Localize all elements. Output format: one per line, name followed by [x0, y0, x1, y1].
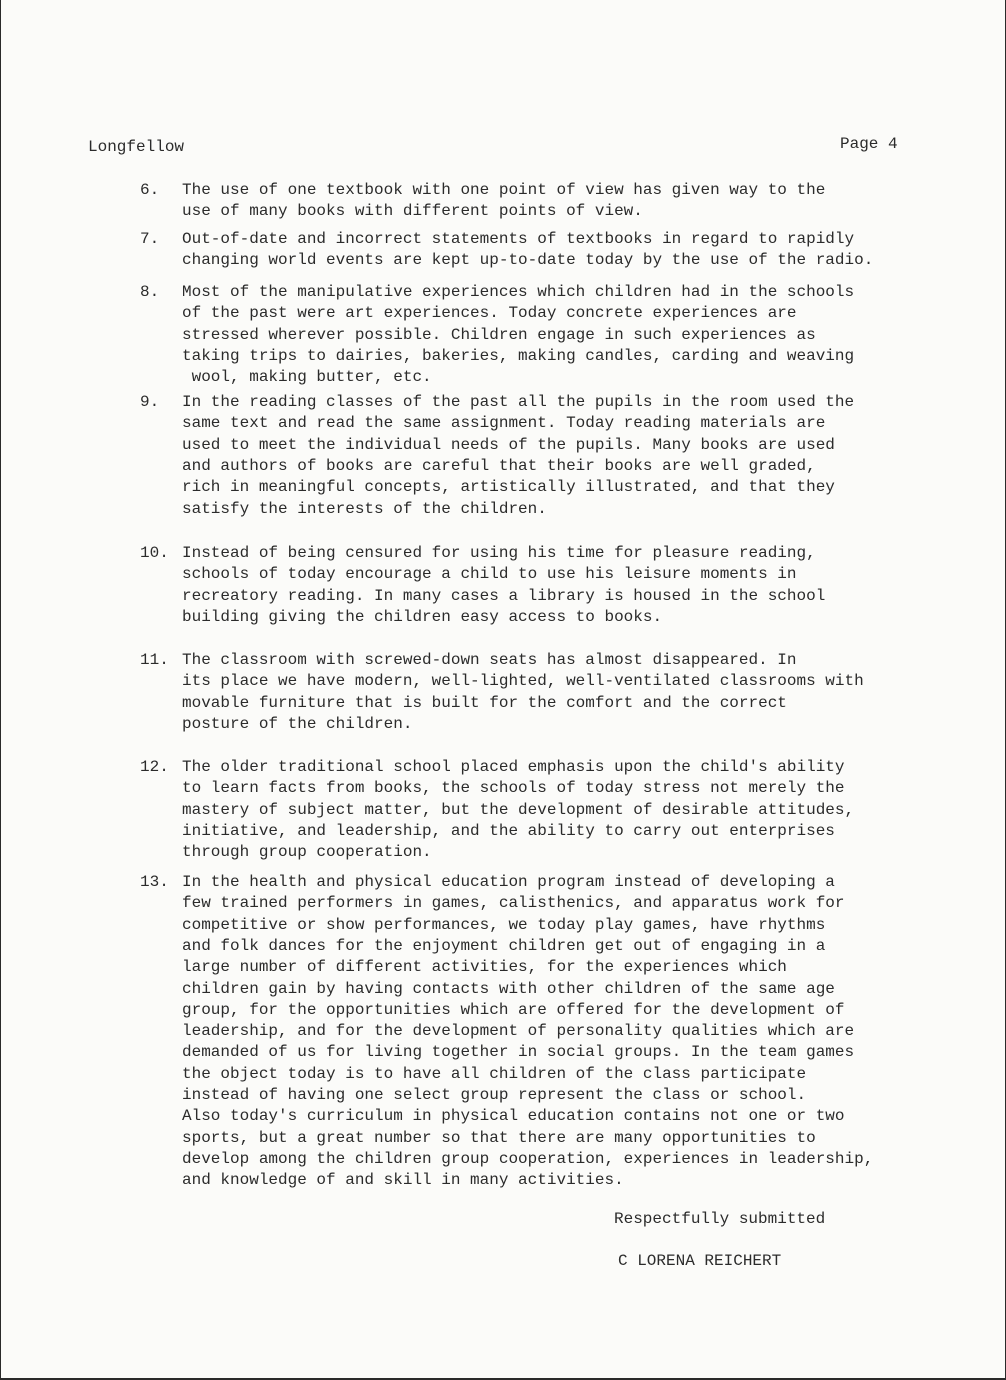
- item-text-line: movable furniture that is built for the comfort and the correct: [182, 693, 787, 712]
- item-text-line: schools of today encourage a child to use his leisure moments in: [182, 565, 797, 584]
- item-text-line: use of many books with different points of view.: [182, 202, 643, 221]
- item-text-line: children gain by having contacts with other children of the same age: [182, 979, 835, 998]
- closing-line: Respectfully submitted: [614, 1210, 826, 1228]
- item-text-line: wool, making butter, etc.: [182, 368, 432, 387]
- item-text-line: the object today is to have all children of the class participate: [182, 1064, 807, 1083]
- item-text-line: satisfy the interests of the children.: [182, 499, 547, 518]
- item-text-line: sports, but a great number so that there are many opportunities to: [182, 1128, 816, 1147]
- item-text-line: of the past were art experiences. Today concrete experiences are: [182, 304, 797, 323]
- item-text-line: instead of having one select group represent the class or school.: [182, 1086, 807, 1104]
- item-text-line: initiative, and leadership, and the ability to carry out enterprises: [182, 821, 835, 840]
- item-text-line: posture of the children.: [182, 714, 413, 733]
- item-text-line: stressed wherever possible. Children engage in such experiences as: [182, 325, 816, 344]
- item-text-line: The use of one textbook with one point of view has given way to the: [182, 181, 826, 199]
- item-text-line: demanded of us for living together in social groups. In the team games: [182, 1043, 855, 1062]
- item-text-line: Out-of-date and incorrect statements of textbooks in regard to rapidly: [182, 230, 855, 248]
- item-text-line: leadership, and for the development of personality qualities which are: [182, 1022, 855, 1041]
- item-text-line: few trained performers in games, calisthenics, and apparatus work for: [182, 894, 845, 913]
- item-text-line: competitive or show performances, we today play games, have rhythms: [182, 915, 826, 934]
- item-text-line: and authors of books are careful that their books are well graded,: [182, 456, 816, 475]
- item-text-line: its place we have modern, well-lighted, well-ventilated classrooms with: [182, 672, 864, 691]
- item-number: 13.: [140, 873, 169, 891]
- item-text-line: large number of different activities, for the experiences which: [182, 958, 787, 977]
- item-text-line: mastery of subject matter, but the development of desirable attitudes,: [182, 800, 855, 819]
- item-number: 11.: [140, 651, 169, 669]
- item-text-line: taking trips to dairies, bakeries, making candles, carding and weaving: [182, 346, 855, 365]
- item-number: 8.: [140, 283, 160, 301]
- item-number: 12.: [140, 758, 169, 776]
- item-text-line: group, for the opportunities which are offered for the development of: [182, 1000, 845, 1019]
- item-text-line: building giving the children easy access to books.: [182, 607, 663, 626]
- item-text-line: to learn facts from books, the schools of today stress not merely the: [182, 779, 845, 798]
- item-text-line: In the health and physical education program instead of developing a: [182, 873, 835, 891]
- item-text-line: through group cooperation.: [182, 843, 432, 862]
- item-text-line: and folk dances for the enjoyment children get out of engaging in a: [182, 936, 826, 955]
- item-text-line: Instead of being censured for using his time for pleasure reading,: [182, 544, 816, 562]
- scan-left-edge: [0, 0, 1, 1380]
- item-number: 7.: [140, 230, 160, 248]
- item-number: 10.: [140, 544, 169, 562]
- signature-name: C LORENA REICHERT: [618, 1252, 782, 1270]
- item-text-line: In the reading classes of the past all the pupils in the room used the: [182, 393, 855, 411]
- item-text-line: Also today's curriculum in physical education contains not one or two: [182, 1107, 845, 1126]
- item-text-line: develop among the children group cooperation, experiences in leadership,: [182, 1149, 874, 1168]
- item-text-line: recreatory reading. In many cases a library is housed in the school: [182, 586, 826, 605]
- item-text-line: changing world events are kept up-to-date today by the use of the radio.: [182, 251, 874, 270]
- document-header-title: Longfellow: [88, 138, 185, 156]
- item-text-line: and knowledge of and skill in many activities.: [182, 1171, 624, 1190]
- item-number: 9.: [140, 393, 160, 411]
- item-text-line: rich in meaningful concepts, artistically illustrated, and that they: [182, 478, 835, 497]
- item-text-line: used to meet the individual needs of the pupils. Many books are used: [182, 435, 835, 454]
- item-text-line: same text and read the same assignment. Today reading materials are: [182, 414, 826, 433]
- item-number: 6.: [140, 181, 160, 199]
- page-number: Page 4: [840, 135, 898, 153]
- item-text-line: The older traditional school placed emphasis upon the child's ability: [182, 758, 845, 776]
- item-text-line: The classroom with screwed-down seats has almost disappeared. In: [182, 651, 797, 669]
- item-text-line: Most of the manipulative experiences which children had in the schools: [182, 283, 855, 301]
